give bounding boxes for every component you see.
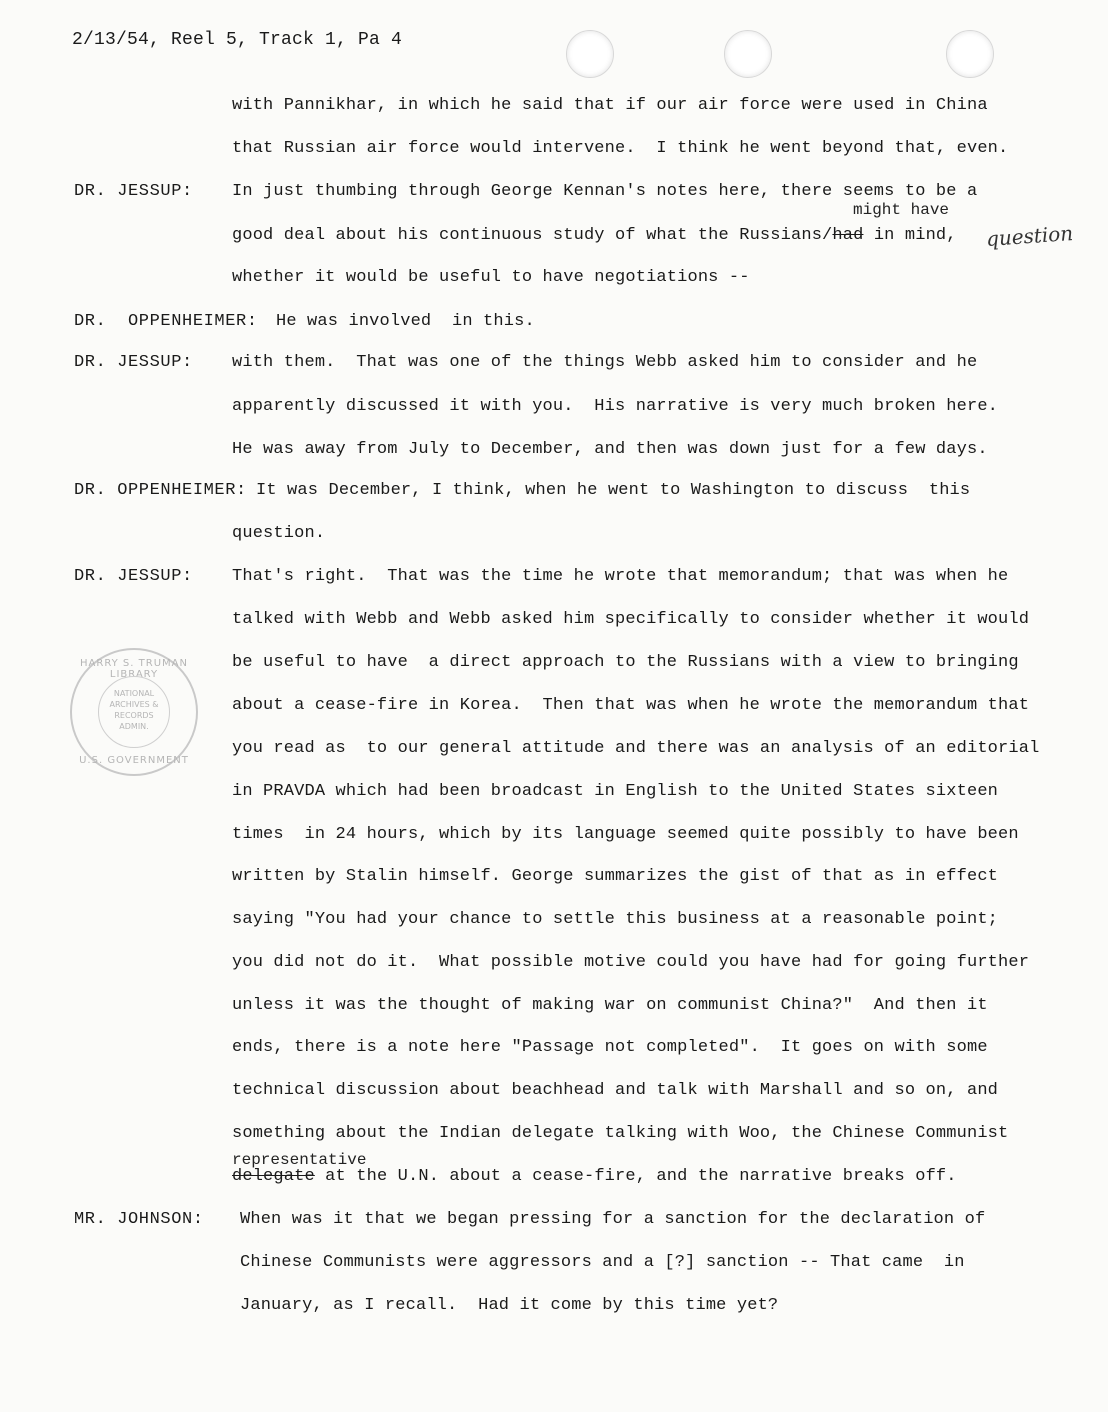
speaker-label: DR. JESSUP: — [74, 567, 193, 586]
transcript-line: Chinese Communists were aggressors and a [?] sanction -- That came in — [240, 1253, 965, 1272]
transcript-line: about a cease-fire in Korea. Then that was when he wrote the memorandum that — [232, 696, 1030, 715]
speaker-label: MR. JOHNSON: — [74, 1210, 204, 1229]
punch-hole — [566, 30, 614, 78]
page-header: 2/13/54, Reel 5, Track 1, Pa 4 — [72, 30, 403, 50]
transcript-line: apparently discussed it with you. His narrative is very much broken here. — [232, 397, 999, 416]
transcript-line: times in 24 hours, which by its language seemed quite possibly to have been — [232, 825, 1019, 844]
transcript-line: He was involved in this. — [276, 312, 535, 331]
transcript-line: you read as to our general attitude and there was an analysis of an editorial — [232, 739, 1040, 758]
transcript-line: written by Stalin himself. George summarizes the gist of that as in effect — [232, 867, 999, 886]
transcript-line: January, as I recall. Had it come by this time yet? — [240, 1296, 779, 1315]
punch-hole — [724, 30, 772, 78]
transcript-line: good deal about his continuous study of what the Russians/had in mind, — [232, 226, 957, 245]
stamp-center: NATIONAL ARCHIVES & RECORDS ADMIN. — [109, 689, 159, 731]
interlinear-insertion: might have — [853, 201, 950, 219]
transcript-line: That's right. That was the time he wrote that memorandum; that was when he — [232, 567, 1009, 586]
stamp-ring-top: HARRY S. TRUMAN LIBRARY — [80, 658, 188, 680]
transcript-line: When was it that we began pressing for a sanction for the declaration of — [240, 1210, 986, 1229]
punch-hole — [946, 30, 994, 78]
transcript-line: unless it was the thought of making war on communist China?" And then it — [232, 996, 988, 1015]
transcript-line: ends, there is a note here "Passage not completed". It goes on with some — [232, 1038, 988, 1057]
transcript-line: in PRAVDA which had been broadcast in English to the United States sixteen — [232, 782, 999, 801]
transcript-line: be useful to have a direct approach to the Russians with a view to bringing — [232, 653, 1019, 672]
transcript-line: something about the Indian delegate talking with Woo, the Chinese Communist — [232, 1124, 1009, 1143]
transcript-line: with them. That was one of the things Webb asked him to consider and he — [232, 353, 978, 372]
transcript-line: question. — [232, 524, 326, 543]
transcript-line: whether it would be useful to have negotiations -- — [232, 268, 750, 287]
transcript-line: In just thumbing through George Kennan's notes here, there seems to be a — [232, 182, 978, 201]
stamp-ring-bottom: U.S. GOVERNMENT — [79, 755, 189, 766]
transcript-line: you did not do it. What possible motive could you have had for going further — [232, 953, 1030, 972]
transcript-line: talked with Webb and Webb asked him specifically to consider whether it would — [232, 610, 1030, 629]
transcript-line: technical discussion about beachhead and talk with Marshall and so on, and — [232, 1081, 999, 1100]
transcript-line: with Pannikhar, in which he said that if our air force were used in China — [232, 96, 988, 115]
transcript-line: that Russian air force would intervene. I think he went beyond that, even. — [232, 139, 1009, 158]
speaker-label: DR. OPPENHEIMER: — [74, 312, 258, 331]
speaker-label: DR. JESSUP: — [74, 353, 193, 372]
speaker-label: DR. OPPENHEIMER: — [74, 481, 247, 500]
interlinear-insertion: representative — [232, 1151, 367, 1169]
archive-stamp — [70, 648, 198, 776]
transcript-line: It was December, I think, when he went to Washington to discuss this — [256, 481, 971, 500]
transcript-line: saying "You had your chance to settle this business at a reasonable point; — [232, 910, 999, 929]
speaker-label: DR. JESSUP: — [74, 182, 193, 201]
transcript-line: delegate at the U.N. about a cease-fire, and the narrative breaks off. — [232, 1167, 957, 1186]
handwritten-annotation: question — [985, 220, 1074, 252]
transcript-line: He was away from July to December, and then was down just for a few days. — [232, 440, 988, 459]
